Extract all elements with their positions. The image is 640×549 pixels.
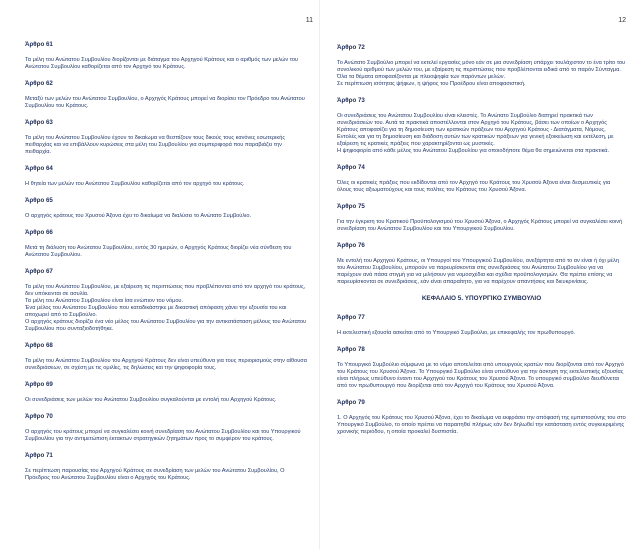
- article-paragraph: Οι συνεδριάσεις του Ανώτατου Συμβουλίου είναι κλειστές. Το Ανώτατο Συμβούλιο διατηρεί πρακτικά των συνεδριάσεών του. Αυτά τα πρακτικά αποστέλλονται στον Αρχηγό του Κράτους, βάσει των οποίων ο Αρχηγός Κράτους αποφασίζει για τη δημοσίευση των κρατικών πράξεων του Αρχηγού Κράτους - Διατάγματα, Νόμους, Εντολές και για τη δημοσίευση και διάδοση αυτών των κρατικών πράξεων για γενική εξοικείωση και εκτέλεση, με εξαίρεση τις κρατικές πράξεις που χαρακτηρίζονται ως μυστικές. Η ψηφοφορία από κάθε μέλος του Ανώτατου Συμβουλίου για οποιοδήποτε θέμα θα σημειώνεται στα πρακτικά.: [337, 113, 614, 154]
- article-paragraph: Τα μέλη του Ανώτατου Συμβουλίου του Αρχηγού Κράτους δεν είναι υπεύθυνα για τους περιορισμούς στην αίθουσα συνεδριάσεων, σε σχέση με τις ομιλίες, τις δηλώσεις και την ψηφοφορία τους.: [25, 358, 307, 371]
- right-page: [320, 0, 640, 549]
- article-heading: Άρθρο 68: [25, 342, 53, 349]
- article-heading: Άρθρο 65: [25, 197, 53, 204]
- article-heading: Άρθρο 62: [25, 80, 53, 87]
- article-paragraph: Η εκτελεστική εξουσία ασκείται από το Υπουργικό Συμβούλιο, με επικεφαλής τον πρωθυπουργό.: [337, 330, 576, 336]
- article-paragraph: Μεταξύ των μελών του Ανώτατου Συμβουλίου, ο Αρχηγός Κράτους μπορεί να διορίσει τον Πρόεδρο του Ανώτατου Συμβουλίου του Κράτους.: [25, 96, 305, 109]
- article-paragraph: Το Υπουργικό Συμβούλιο σύμφωνα με το νόμο αποτελείται από υπουργούς κρατών που διορίζονται από τον Αρχηγό του Κράτους του Χρυσού Άξονα. Το Υπουργικό Συμβούλιο είναι υπεύθυνο για την άσκηση της εκτελεστικής εξουσίας είναι πλήρως υπεύθυνο έναντι του Αρχηγού του Κράτους του Χρυσού Άξονα. Το υπουργικό συμβούλιο διευθύνεται από τον πρωθυπουργό που διορίζεται από τον Αρχηγό του Κράτους του Χρυσού Άξονα.: [337, 362, 624, 389]
- article-paragraph: Ο αρχηγός κράτους του Χρυσού Άξονα έχει το δικαίωμα να διαλύσει το Ανώτατο Συμβούλιο.: [25, 213, 252, 219]
- article-heading: Άρθρο 63: [25, 119, 53, 126]
- page-content: [337, 44, 626, 436]
- article-paragraph: Τα μέλη του Ανώτατου Συμβουλίου διορίζονται με διάταγμα του Αρχηγού Κράτους και ο αριθμός των μελών του Ανώτατου Συμβουλίου καθορίζεται από τον Αρχηγό του Κράτους.: [25, 57, 299, 70]
- chapter-heading: ΚΕΦΑΛΑΙΟ 5. ΥΠΟΥΡΓΙΚΟ ΣΥΜΒΟΥΛΙΟ: [421, 295, 542, 302]
- article-paragraph: Με εντολή του Αρχηγού Κράτους, οι Υπουργοί του Υπουργικού Συμβουλίου, ανεξάρτητα από το αν είναι ή όχι μέλη του Ανώτατου Συμβουλίου, μπορούν να παρευρίσκονται στις συνεδριάσεις του Ανώτατου Συμβουλίου για να παρέχουν ανά πάσα στιγμή για να μιλήσουν για νομοσχέδια και σχέδια προϋπολογισμών. Θα πρέπει επίσης να παρευρίσκονται σε συνεδριάσεις, εάν είναι απαραίτητο, για να παρέχουν απαντήσεις και διευκρινίσεις.: [337, 258, 619, 285]
- article-paragraph: Τα μέλη του Ανώτατου Συμβουλίου έχουν το δικαίωμα να θεσπίζουν τους δικούς τους κανόνες εσωτερικής πειθαρχίας και να επιβάλλουν κυρώσεις στα μέλη του Συμβουλίου για συμπεριφορά που παραβιάζει την πειθαρχία.: [25, 135, 286, 155]
- article-paragraph: Το Ανώτατο Συμβούλιο μπορεί να εκτελεί εργασίες μόνο εάν σε μια συνεδρίαση υπάρχει τουλάχιστον το ένα τρίτο του συνολικού αριθμού των μελών του, με εξαίρεση τις περιπτώσεις που προβλέπονται ειδικά από το παρόν Σύνταγμα. Όλα τα θέματα αποφασίζονται με πλειοψηφία των παρόντων μελών. Σε περίπτωση ισότητας ψήφων, η ψήφος του Προέδρου είναι αποφασιστική.: [337, 60, 626, 87]
- article-paragraph: Όλες οι κρατικές πράξεις που εκδίδονται από τον Αρχηγό του Κράτους του Χρυσού Άξονα είναι δεσμευτικές για όλους τους αξιωματούχους και τους πολίτες του Κράτους του Χρυσού Άξονα.: [337, 180, 611, 193]
- article-heading: Άρθρο 67: [25, 268, 53, 275]
- article-heading: Άρθρο 76: [337, 242, 365, 249]
- article-paragraph: 1. Ο Αρχηγός του Κράτους του Χρυσού Άξονα, έχει το δικαίωμα να εκφράσει την απόφασή της εμπιστοσύνης του στο Υπουργικό Συμβούλιο, το οποίο πρέπει να παραιτηθεί πλήρως εάν δεν δηλωθεί την κατάσταση εντός συγκεκριμένης χρονικής περιόδου, η οποία προκαλεί δυσπιστία.: [337, 415, 626, 435]
- article-heading: Άρθρο 78: [337, 346, 365, 353]
- article-paragraph: Για την έγκριση του Κρατικού Προϋπολογισμού του Χρυσού Άξονα, ο Αρχηγός Κράτους μπορεί να συγκαλέσει κοινή συνεδρίαση του Ανώτατου Συμβουλίου και του Υπουργικού Συμβουλίου.: [337, 219, 623, 232]
- article-heading: Άρθρο 66: [25, 229, 53, 236]
- article-heading: Άρθρο 77: [337, 314, 365, 321]
- article-heading: Άρθρο 79: [337, 399, 365, 406]
- article-heading: Άρθρο 74: [337, 164, 365, 171]
- article-paragraph: Μετά τη διάλυση του Ανώτατου Συμβουλίου, εντός 30 ημερών, ο Αρχηγός Κράτους διορίζει νέα σύνθεση του Ανώτατου Συμβουλίου.: [25, 245, 292, 258]
- article-paragraph: Ο αρχηγός του κράτους μπορεί να συγκαλέσει κοινή συνεδρίαση του Ανώτατου Συμβουλίου και του Υπουργικού Συμβουλίου για την αντιμετώπιση έκτακτων στρατηγικών ζητημάτων προς το συμφέρον του κράτους.: [25, 429, 301, 442]
- article-paragraph: Η θητεία των μελών του Ανώτατου Συμβουλίου καθορίζεται από τον αρχηγό του κράτους.: [25, 181, 245, 187]
- page-content: [25, 41, 309, 482]
- article-paragraph: Τα μέλη του Ανώτατου Συμβουλίου, με εξαίρεση τις περιπτώσεις που προβλέπονται από τον αρχηγό του κράτους, δεν υπόκεινται σε ασυλία. Τα μέλη του Ανώτατου Συμβουλίου είναι ίσα ενώπιον του νόμου. Ένα μέλος του Ανώτατου Συμβουλίου που καταδικάστηκε με δικαστική απόφαση χάνει την εξουσία του και αποχωρεί από το Συμβούλιο. Ο αρχηγός κράτους διορίζει ένα νέο μέλος του Ανώτατου Συμβουλίου για την αντικατάσταση μέλους του Ανώτατου Συμβουλίου που συνταξιοδοτήθηκε.: [25, 284, 307, 332]
- article-heading: Άρθρο 69: [25, 381, 53, 388]
- page-number: 11: [305, 17, 313, 24]
- article-paragraph: Οι συνεδριάσεις των μελών του Ανώτατου Συμβουλίου συγκαλούνται με εντολή του Αρχηγού Κράτους.: [25, 397, 277, 403]
- article-heading: Άρθρο 70: [25, 413, 53, 420]
- article-heading: Άρθρο 72: [337, 44, 365, 51]
- article-heading: Άρθρο 71: [25, 452, 53, 459]
- article-heading: Άρθρο 61: [25, 41, 53, 48]
- article-heading: Άρθρο 75: [337, 203, 365, 210]
- article-paragraph: Σε περίπτωση παρουσίας του Αρχηγού Κράτους σε συνεδρίαση των μελών του Ανώτατου Συμβουλίου, Ο Πρόεδρος του Ανώτατου Συμβουλίου είναι ο Αρχηγός του Κράτους.: [25, 468, 285, 481]
- page-number: 12: [618, 17, 626, 24]
- article-heading: Άρθρο 64: [25, 165, 53, 172]
- article-heading: Άρθρο 73: [337, 97, 365, 104]
